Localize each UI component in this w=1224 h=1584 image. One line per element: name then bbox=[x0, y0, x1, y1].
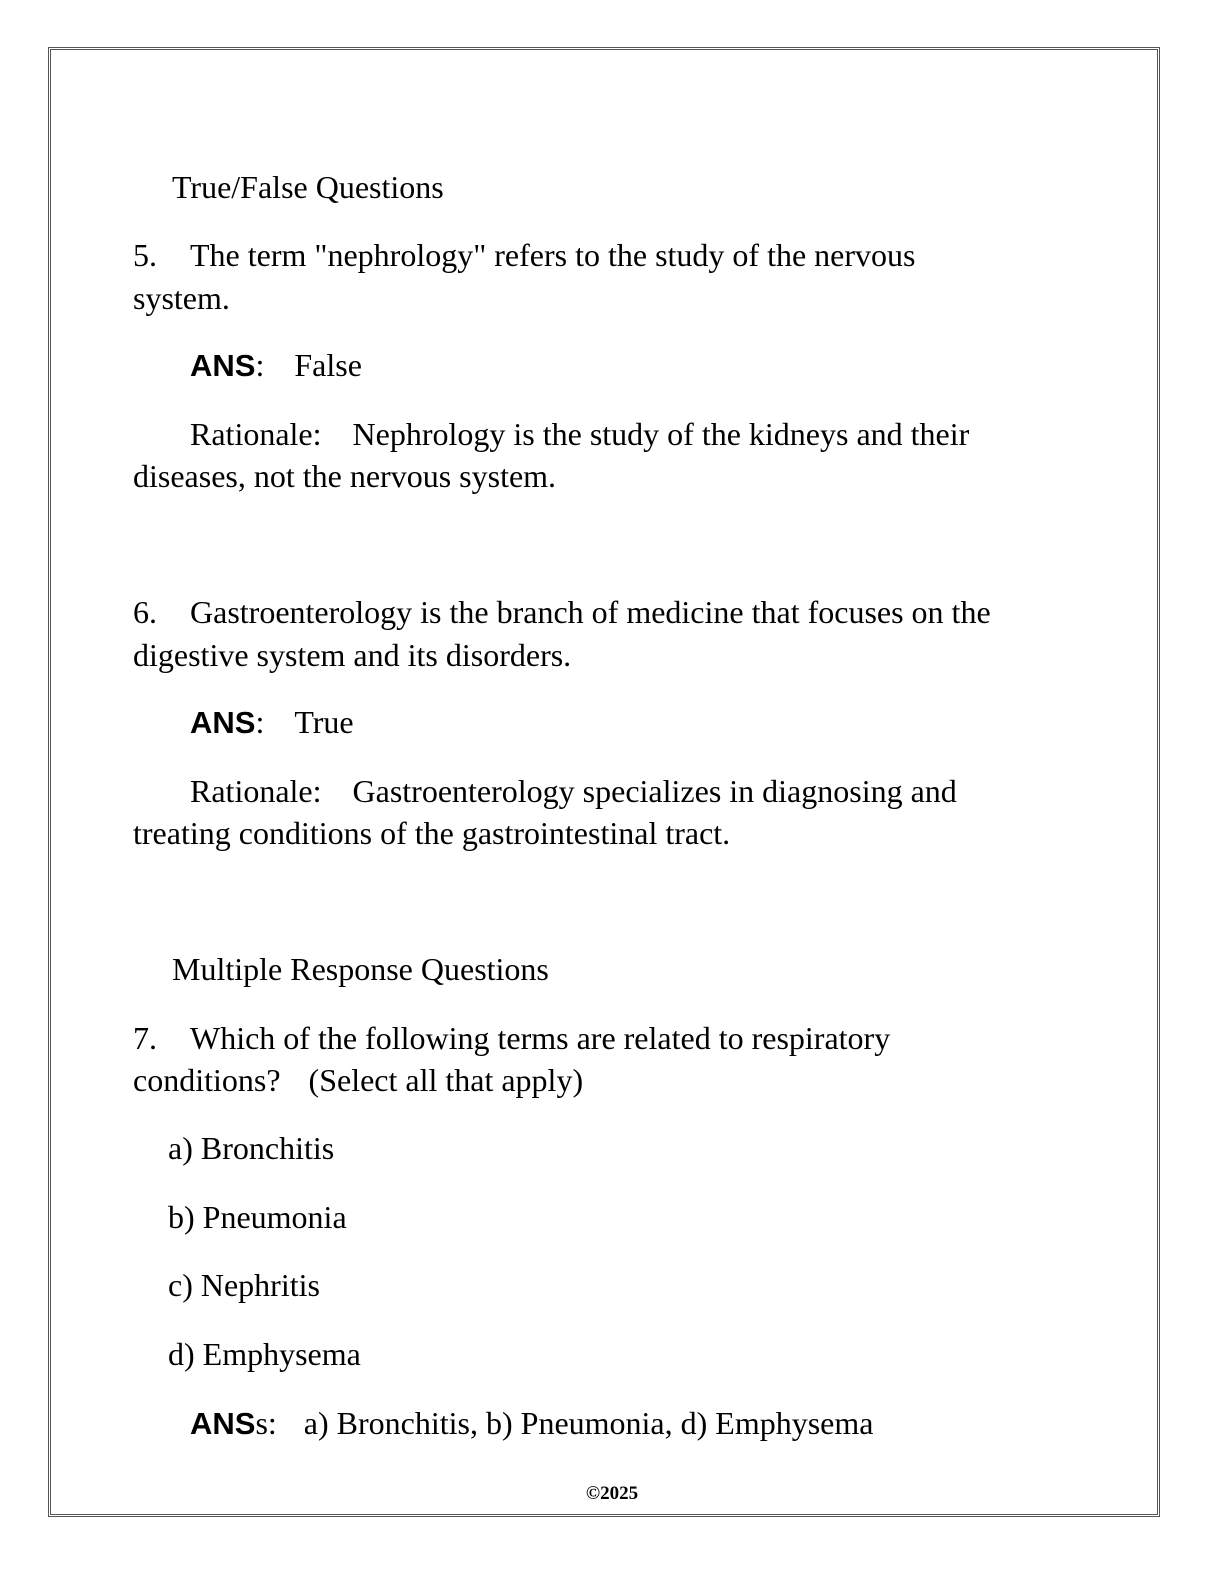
section-heading-true-false: True/False Questions bbox=[172, 169, 444, 205]
question-7-instruction: (Select all that apply) bbox=[308, 1062, 584, 1098]
answer-label: ANS bbox=[190, 348, 256, 383]
answer-value: True bbox=[294, 704, 354, 740]
copyright-footer: ©2025 bbox=[585, 1483, 639, 1504]
question-6-text-line2: digestive system and its disorders. bbox=[133, 637, 572, 673]
answer-value: a) Bronchitis, b) Pneumonia, d) Emphysema bbox=[303, 1405, 874, 1441]
rationale-label: Rationale: bbox=[190, 773, 322, 809]
question-7-number: 7. bbox=[133, 1020, 157, 1056]
rationale-text: Gastroenterology specializes in diagnosing and bbox=[352, 773, 957, 809]
question-5-answer bbox=[190, 344, 362, 387]
option-a: a) Bronchitis bbox=[168, 1130, 335, 1166]
question-7-text-line2 bbox=[133, 1059, 583, 1101]
question-7-answer bbox=[190, 1402, 873, 1445]
answer-separator: : bbox=[255, 347, 265, 383]
option-c: c) Nephritis bbox=[168, 1267, 320, 1303]
question-5-rationale-line1 bbox=[190, 413, 969, 455]
question-7-text-line1: Which of the following terms are related to respiratory bbox=[190, 1020, 891, 1056]
answer-suffix: s: bbox=[255, 1405, 277, 1441]
question-7-text: conditions? bbox=[133, 1062, 281, 1098]
option-b: b) Pneumonia bbox=[168, 1199, 347, 1235]
rationale-text: Nephrology is the study of the kidneys and their bbox=[352, 416, 970, 452]
rationale-label: Rationale: bbox=[190, 416, 322, 452]
section-heading-multiple-response: Multiple Response Questions bbox=[172, 951, 549, 987]
question-5-rationale-line2: diseases, not the nervous system. bbox=[133, 458, 557, 494]
option-d: d) Emphysema bbox=[168, 1336, 361, 1372]
answer-label: ANS bbox=[190, 705, 256, 740]
question-5-number: 5. bbox=[133, 237, 157, 273]
answer-label: ANS bbox=[190, 1406, 256, 1441]
question-5-text-line2: system. bbox=[133, 280, 230, 316]
answer-separator: : bbox=[255, 704, 265, 740]
question-5-text-line1: The term "nephrology" refers to the study of the nervous bbox=[190, 237, 916, 273]
question-6-rationale-line2: treating conditions of the gastrointestinal tract. bbox=[133, 815, 731, 851]
question-6-rationale-line1 bbox=[190, 770, 957, 812]
question-6-text-line1: Gastroenterology is the branch of medicine that focuses on the bbox=[190, 594, 991, 630]
answer-value: False bbox=[294, 347, 362, 383]
question-6-answer bbox=[190, 701, 354, 744]
question-6-number: 6. bbox=[133, 594, 157, 630]
